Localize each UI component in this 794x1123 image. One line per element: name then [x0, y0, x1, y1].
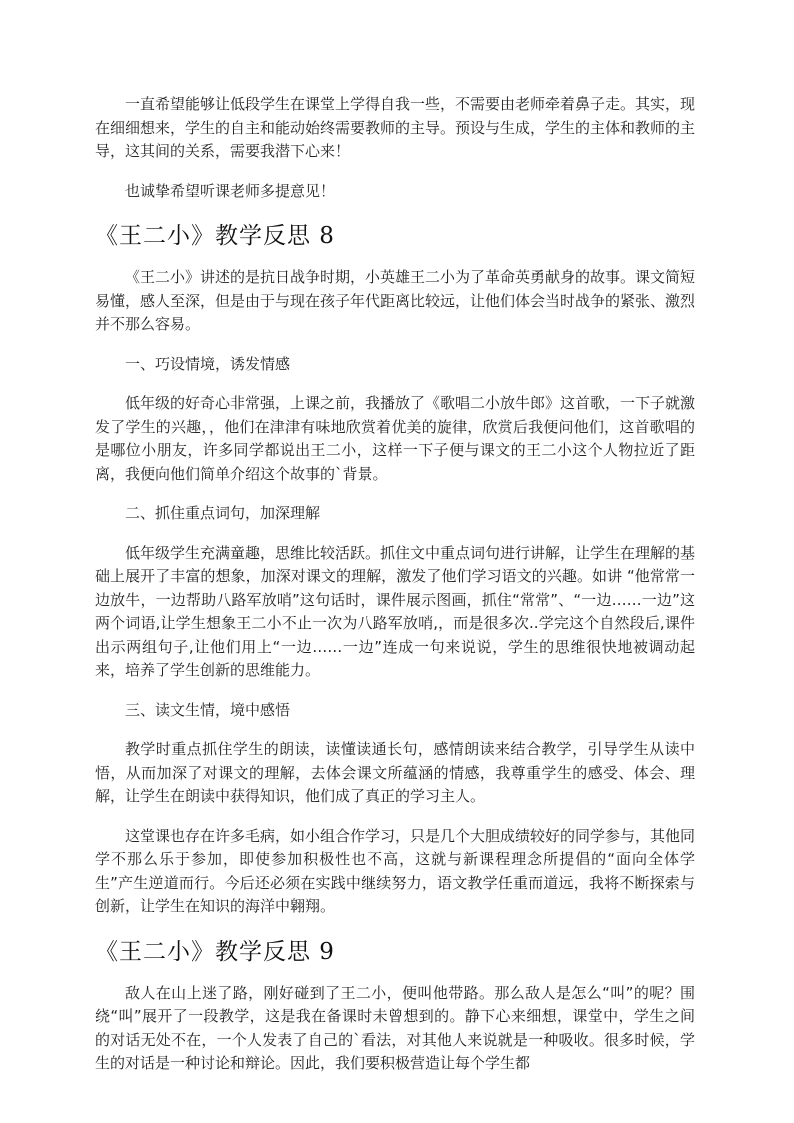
- document-page: [95, 93, 695, 1092]
- paragraph: 也诚挚希望听课老师多提意见！: [125, 181, 336, 200]
- paragraph: 敌人在山上迷了路，刚好碰到了王二小，便叫他带路。那么敌人是怎么“叫”的呢？围绕“叫”展开了一段教学，这是我在备课时未曾想到的。静下心来细想，课堂中，学生之间的对话无处不在，一个人发表了自己的`看法，对其他人来说就是一种吸收。很多时候，学生的对话是一种讨论和辩论。因此，我们要积极营造让每个学生都: [95, 983, 695, 1072]
- paragraph: 低年级的好奇心非常强，上课之前，我播放了《歌唱二小放牛郎》这首歌，一下子就激发了学生的兴趣，，他们在津津有味地欣赏着优美的旋律，欣赏后我便问他们，这首歌唱的是哪位小朋友，许多同学都说出王二小，这样一下子便与课文的王二小这个人物拉近了距离，我便向他们简单介绍这个故事的`背景。: [95, 394, 696, 483]
- paragraph: 低年级学生充满童趣，思维比较活跃。抓住文中重点词句进行讲解，让学生在理解的基础上展开了丰富的想象，加深对课文的理解，激发了他们学习语文的兴趣。如讲 “他常常一边放牛，一边帮助八路军放哨”这句话时，课件展示图画，抓住“常常”、“一边……一边”这两个词语,让学生想象王二小不止一次为八路军放哨,，而是很多次..学完这个自然段后,课件出示两组句子,让他们用上“一边……一边”连成一句来说说，学生的思维很快地被调动起来，培养了学生创新的思维能力。: [95, 543, 696, 679]
- subheading: 二、抓住重点词句，加深理解: [125, 504, 321, 522]
- paragraph: 教学时重点抓住学生的朗读，读懂读通长句，感情朗读来结合教学，引导学生从读中悟，从而加深了对课文的理解，去体会课文所蕴涵的情感，我尊重学生的感受、体会、理解，让学生在朗读中获得知识，他们成了真正的学习主人。: [95, 740, 695, 805]
- subheading: 一、巧设情境，诱发情感: [125, 354, 291, 373]
- paragraph: 这堂课也存在许多毛病，如小组合作学习，只是几个大胆成绩较好的同学参与，其他同学不那么乐于参加，即使参加积极性也不高，这就与新课程理念所提倡的“面向全体学生”产生逆道而行。今后还必须在实践中继续努力，语文教学任重而道远，我将不断探索与创新，让学生在知识的海洋中翱翔。: [95, 826, 696, 915]
- paragraph: 一直希望能够让低段学生在课堂上学得自我一些，不需要由老师牵着鼻子走。其实，现在细细想来，学生的自主和能动始终需要教师的主导。预设与生成，学生的主体和教师的主导，这其间的关系，需要我潜下心来！: [95, 95, 696, 160]
- section-heading: 《王二小》教学反思 8: [95, 223, 335, 249]
- subheading: 三、读文生情，境中感悟: [125, 700, 291, 719]
- section-heading: 《王二小》教学反思 9: [95, 938, 335, 965]
- paragraph: 《王二小》讲述的是抗日战争时期，小英雄王二小为了革命英勇献身的故事。课文简短易懂，感人至深，但是由于与现在孩子年代距离比较远，让他们体会当时战争的紧张、激烈并不那么容易。: [95, 268, 696, 333]
